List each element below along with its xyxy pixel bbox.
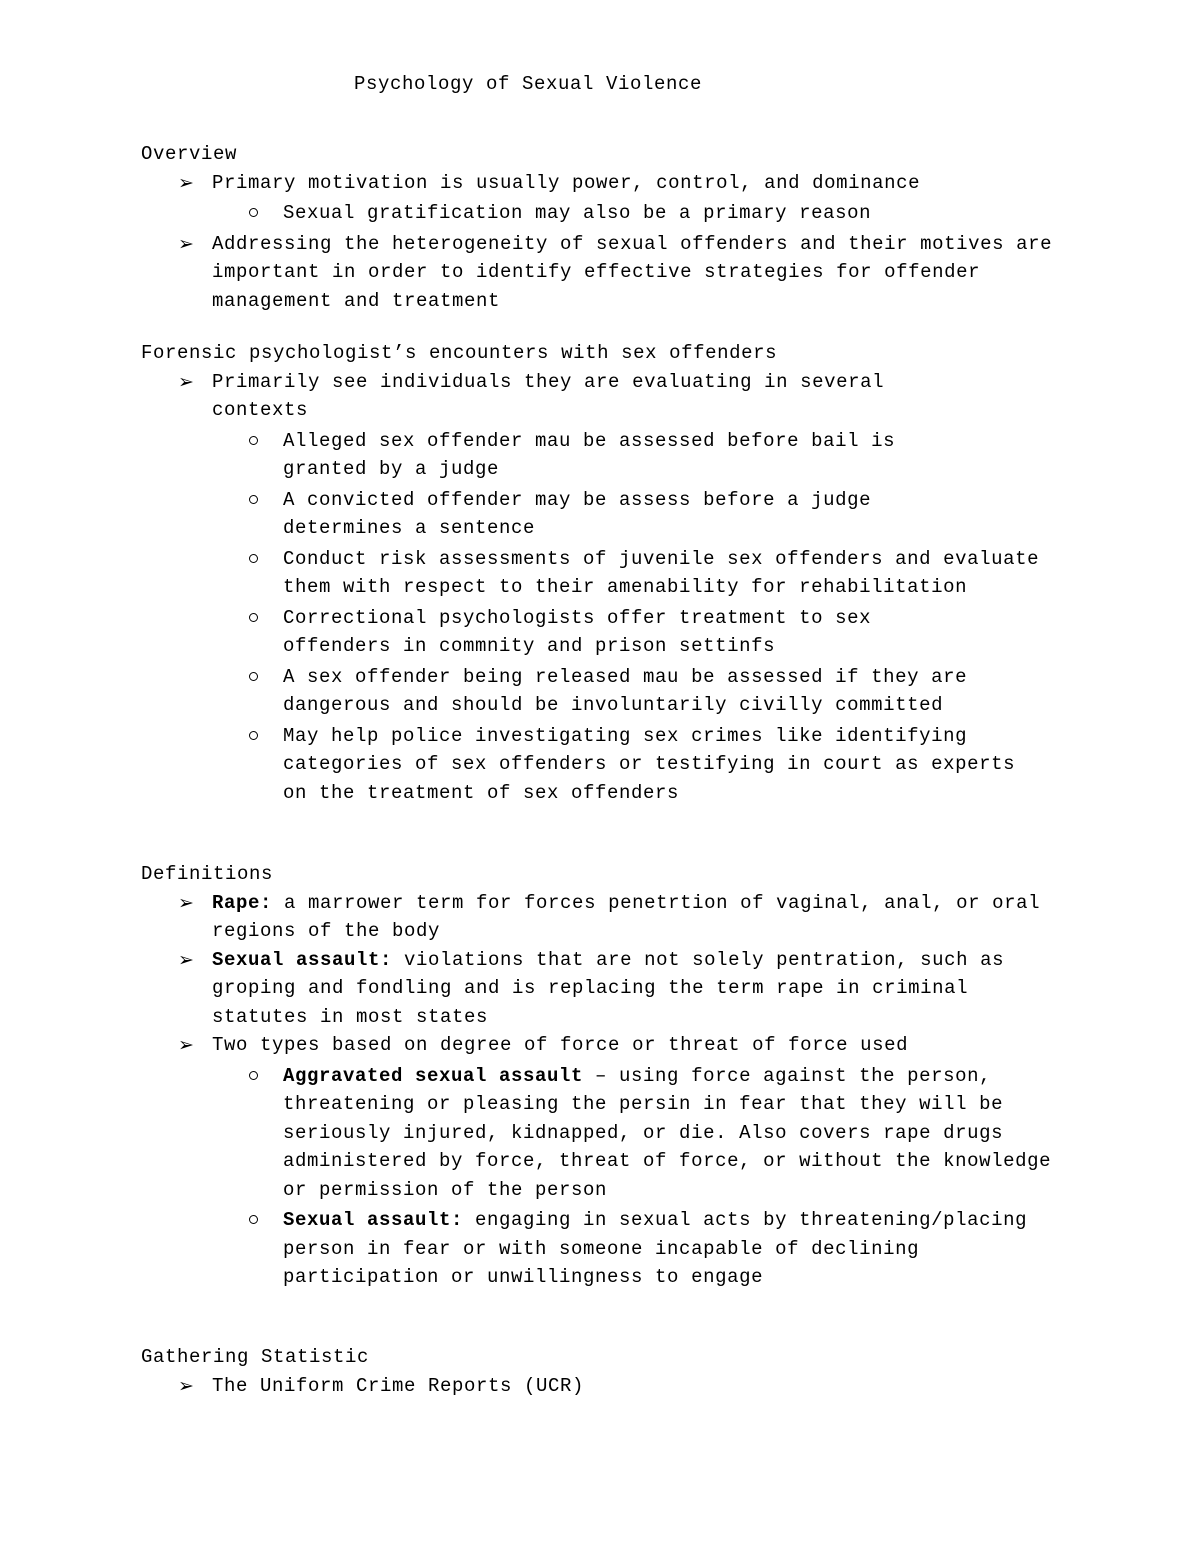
- list-item: [178, 230, 1062, 316]
- definition-term: Aggravated sexual assault: [283, 1064, 584, 1087]
- circle-bullet-icon: [249, 672, 258, 681]
- list-item-text: Addressing the heterogeneity of sexual offenders and their motives are important in order to identify effective strategies for offender management and treatment: [212, 232, 1053, 312]
- sub-list-item-text: Correctional psychologists offer treatment to sex offenders in commnity and prison settinfs: [283, 606, 872, 657]
- bullet-list: [141, 1372, 1081, 1401]
- sub-bullet-list: [212, 199, 1092, 228]
- section-heading: Definitions: [141, 863, 274, 885]
- sub-list-item-text: Sexual gratification may also be a primary reason: [283, 202, 872, 224]
- sub-list-item: [283, 604, 983, 661]
- circle-bullet-icon: [249, 613, 258, 622]
- sub-list-item: [283, 722, 1043, 808]
- list-item: [178, 169, 1092, 228]
- arrow-bullet-icon: ➢: [178, 370, 195, 393]
- definition-term: Rape:: [212, 891, 273, 914]
- section-heading: Forensic psychologist’s encounters with sex offenders: [141, 342, 778, 364]
- sub-bullet-list: [212, 427, 1040, 808]
- circle-bullet-icon: [249, 436, 258, 445]
- arrow-bullet-icon: ➢: [178, 232, 195, 255]
- definition-term: Sexual assault:: [212, 948, 393, 971]
- arrow-bullet-icon: ➢: [178, 1034, 195, 1056]
- section-heading: Gathering Statistic: [141, 1346, 370, 1368]
- sub-list-item: [283, 1206, 1058, 1292]
- arrow-bullet-icon: ➢: [178, 891, 195, 914]
- sub-list-item: [283, 427, 983, 484]
- sub-list-item: [283, 486, 983, 543]
- circle-bullet-icon: [249, 1071, 258, 1080]
- bullet-list: [141, 368, 1040, 808]
- section-overview: [141, 140, 1081, 315]
- circle-bullet-icon: [249, 731, 258, 740]
- sub-bullet-list: [212, 1062, 1058, 1292]
- document-title: Psychology of Sexual Violence: [354, 73, 703, 95]
- sub-list-item-text: Conduct risk assessments of juvenile sex offenders and evaluate them with respect to their amenability for rehabilitation: [283, 547, 1040, 598]
- list-item: [178, 1372, 1081, 1401]
- definition-text: a marrower term for forces penetrtion of vaginal, anal, or oral regions of the body: [212, 891, 1041, 942]
- sub-list-item: [283, 663, 1073, 720]
- circle-bullet-icon: [249, 554, 258, 563]
- circle-bullet-icon: [249, 1215, 258, 1224]
- list-item: [178, 946, 1052, 1032]
- section-forensic-encounters: [141, 339, 1081, 809]
- sub-list-item-text: May help police investigating sex crimes like identifying categories of sex offenders or testifying in court as experts on the treatment of sex offenders: [283, 724, 1016, 804]
- sub-list-item-text: Alleged sex offender mau be assessed before bail is granted by a judge: [283, 429, 896, 480]
- sub-list-item-text: A convicted offender may be assess before a judge determines a sentence: [283, 488, 872, 539]
- sub-list-item: [283, 1062, 1058, 1205]
- sub-list-item: [283, 545, 1043, 602]
- bullet-list: [141, 889, 1092, 1292]
- list-item-text: The Uniform Crime Reports (UCR): [212, 1374, 585, 1397]
- list-item-text: Two types based on degree of force or threat of force used: [212, 1034, 909, 1056]
- list-item-text: Primarily see individuals they are evaluating in several contexts: [212, 370, 885, 421]
- list-item-text: Primary motivation is usually power, control, and dominance: [212, 171, 921, 194]
- circle-bullet-icon: [249, 495, 258, 504]
- arrow-bullet-icon: ➢: [178, 171, 195, 194]
- section-heading: Overview: [141, 143, 238, 165]
- section-gathering-statistic: [141, 1343, 1081, 1400]
- bullet-list: [141, 169, 1092, 316]
- list-item: [178, 889, 1092, 946]
- definition-text: – using force against the person, threatening or pleasing the persin in fear that they will be seriously injured, kidnapped, or die. Also covers rape drugs administered by force, threat of force, or without the knowledge or permission of the person: [283, 1064, 1052, 1201]
- list-item: [178, 1031, 1092, 1292]
- arrow-bullet-icon: ➢: [178, 1374, 195, 1397]
- definition-text: violations that are not solely pentration, such as groping and fondling and is replacing the term rape in criminal statutes in most states: [212, 948, 1005, 1028]
- section-definitions: [141, 860, 1081, 1294]
- arrow-bullet-icon: ➢: [178, 948, 195, 971]
- definition-term: Sexual assault:: [283, 1209, 464, 1231]
- circle-bullet-icon: [249, 208, 258, 217]
- list-item: [178, 368, 1040, 808]
- sub-list-item: [283, 199, 1092, 228]
- definition-text: engaging in sexual acts by threatening/placing person in fear or with someone incapable of declining participation or unwillingness to engage: [283, 1209, 1028, 1288]
- sub-list-item-text: A sex offender being released mau be assessed if they are dangerous and should be involuntarily civilly committed: [283, 665, 968, 716]
